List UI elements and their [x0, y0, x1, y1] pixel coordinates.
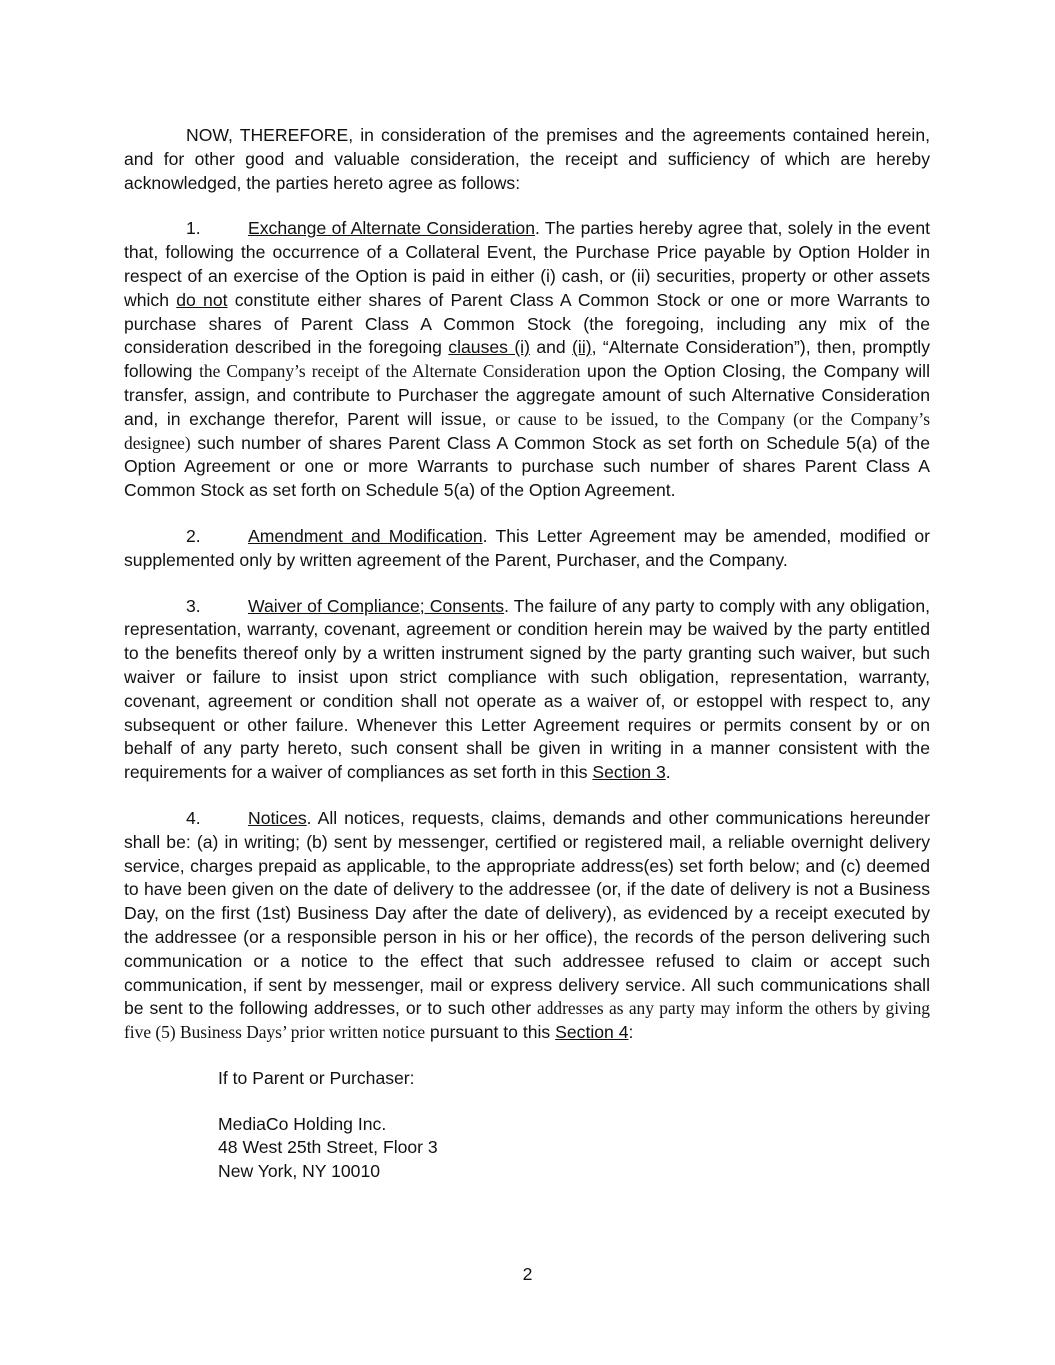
- section-heading: Exchange of Alternate Consideration: [248, 218, 535, 239]
- address-line: MediaCo Holding Inc.: [218, 1113, 387, 1134]
- section-number: 3.: [186, 595, 201, 616]
- page-number: 2: [522, 1264, 533, 1284]
- address-line: 48 West 25th Street, Floor 3: [218, 1137, 438, 1158]
- section-heading: Amendment and Modification: [248, 525, 483, 546]
- section-3-paragraph: 3. Waiver of Compliance; Consents. The failure of any party to comply with any obligation, representation, warranty, covenant, agreement or condition herein may be waived by the party entitled to the benefits thereof only by a written instrument signed by the party granting such waiver, but such waiver or failure to insist upon strict compliance with such obligation, representation, warranty, covenant, agreement or condition shall not operate as a waiver of, or estoppel with respect to, any subsequent or other failure. Whenever this Letter Agreement requires or permits consent by or on behalf of any party hereto, such consent shall be given in writing in a manner consistent with the requirements for a waiver of compliances as set forth in this Section 3.: [124, 595, 931, 783]
- section-heading: Notices: [248, 807, 307, 828]
- section-number: 2.: [186, 525, 201, 546]
- notice-recipient-label: If to Parent or Purchaser:: [218, 1067, 415, 1088]
- section-number: 1.: [186, 218, 201, 239]
- intro-paragraph: NOW, THEREFORE, in consideration of the premises and the agreements contained herein, and for other good and valuable consideration, the receipt and sufficiency of which are hereby acknowledged, the parties hereto agree as follows:: [124, 125, 930, 193]
- section-reference: Section 4: [555, 1022, 629, 1043]
- section-1-paragraph: 1. Exchange of Alternate Consideration. The parties hereby agree that, solely in the event that, following the occurrence of a Collateral Event, the Purchase Price payable by Option Holder in respect of an exercise of the Option is paid in either (i) cash, or (ii) securities, property or other assets which do not constitute either shares of Parent Class A Common Stock or one or more Warrants to purchase shares of Parent Class A Common Stock (the foregoing, including any mix of the consideration described in the foregoing clauses (i) and (ii), “Alternate Consideration”), then, promptly following the Company’s receipt of the Alternate Consideration upon the Option Closing, the Company will transfer, assign, and contribute to Purchaser the aggregate amount of such Alternative Consideration and, in exchange therefor, Parent will issue, or cause to be issued, to the Company (or the Company’s designee) such number of shares Parent Class A Common Stock as set forth on Schedule 5(a) of the Option Agreement or one or more Warrants to purchase such number of shares Parent Class A Common Stock as set forth on Schedule 5(a) of the Option Agreement.: [124, 218, 931, 501]
- notice-address-block: [218, 1067, 930, 1184]
- address-line: New York, NY 10010: [218, 1161, 381, 1182]
- section-heading: Waiver of Compliance; Consents: [248, 595, 505, 616]
- section-reference: Section 3: [592, 762, 666, 783]
- document-body: [124, 124, 930, 1184]
- section-2-paragraph: 2. Amendment and Modification. This Letter Agreement may be amended, modified or supplemented only by written agreement of the Parent, Purchaser, and the Company.: [124, 525, 930, 570]
- section-number: 4.: [186, 807, 201, 828]
- section-4-paragraph: 4. Notices. All notices, requests, claims, demands and other communications hereunder shall be: (a) in writing; (b) sent by messenger, certified or registered mail, a reliable overnight delivery service, charges prepaid as applicable, to the appropriate address(es) set forth below; and (c) deemed to have been given on the date of delivery to the addressee (or, if the date of delivery is not a Business Day, on the first (1st) Business Day after the date of delivery), as evidenced by a receipt executed by the addressee (or a responsible person in his or her office), the records of the person delivering such communication or a notice to the effect that such addressee refused to claim or accept such communication, if sent by messenger, mail or express delivery service. All such communications shall be sent to the following addresses, or to such other addresses as any party may inform the others by giving five (5) Business Days’ prior written notice pursuant to this Section 4:: [124, 807, 930, 1043]
